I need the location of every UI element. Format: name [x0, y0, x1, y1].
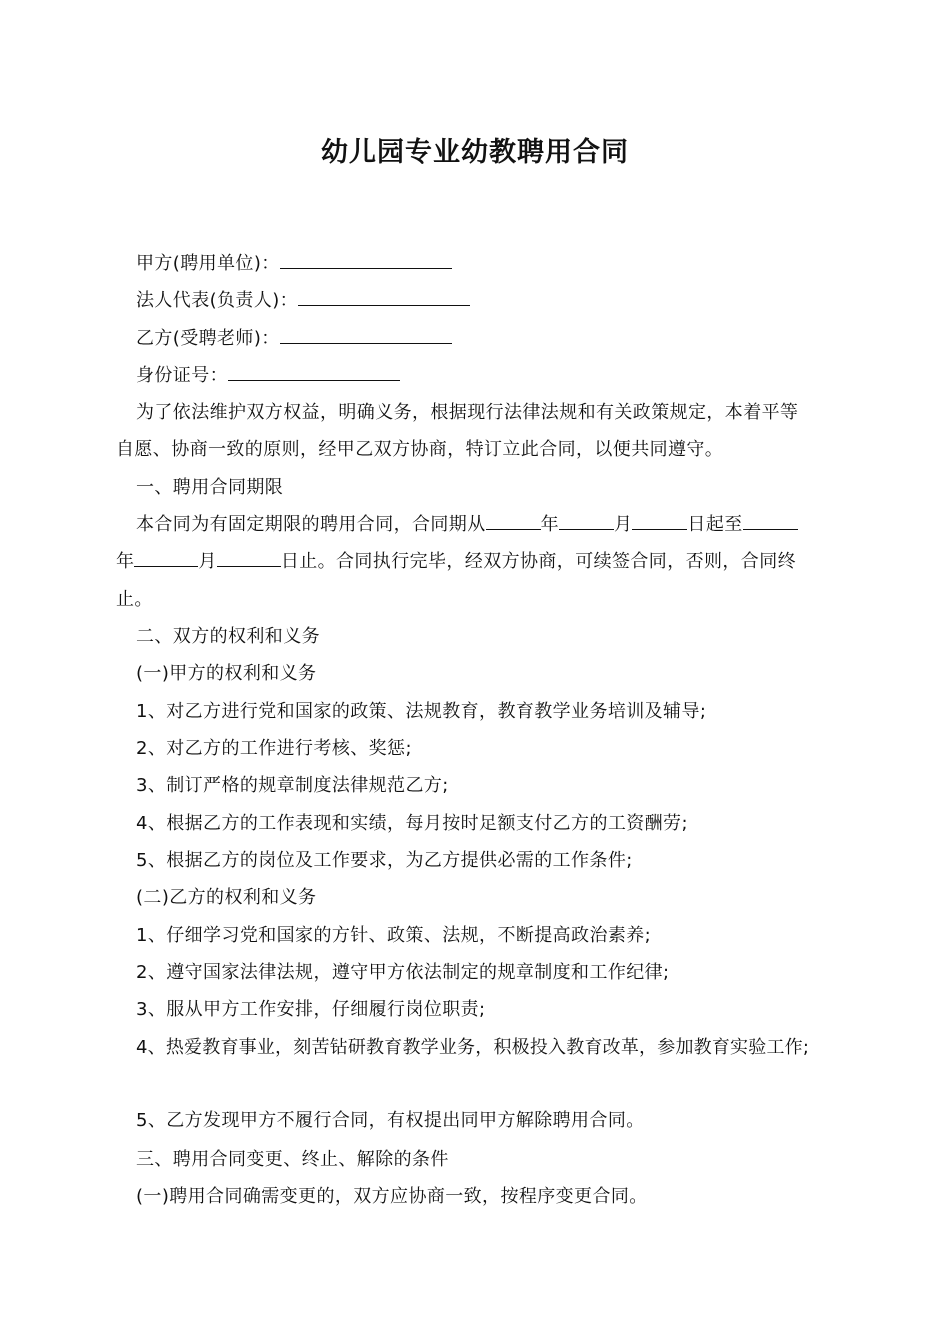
- intro-paragraph-line2: 自愿、协商一致的原则，经甲乙双方协商，特订立此合同，以便共同遵守。: [116, 439, 724, 460]
- id-field: [136, 363, 400, 389]
- party-a-rights-heading: (一)甲方的权利和义务: [136, 663, 317, 684]
- list-item: 5、根据乙方的岗位及工作要求，为乙方提供必需的工作条件;: [136, 850, 633, 871]
- party-a-label: 甲方(聘用单位)：: [136, 253, 280, 274]
- term-month-label: 月: [614, 514, 633, 535]
- list-item: 3、制订严格的规章制度法律规范乙方;: [136, 775, 449, 796]
- end-day-blank: [217, 549, 281, 567]
- section2-heading: 二、双方的权利和义务: [136, 626, 320, 647]
- list-item: 2、遵守国家法律法规，遵守甲方依法制定的规章制度和工作纪律;: [136, 962, 670, 983]
- party-a-field: [136, 251, 452, 277]
- legal-rep-blank: [298, 288, 470, 306]
- term-year-label: 年: [540, 514, 560, 535]
- section3-heading: 三、聘用合同变更、终止、解除的条件: [136, 1149, 449, 1170]
- party-b-label: 乙方(受聘老师)：: [136, 328, 280, 349]
- list-item: 3、服从甲方工作安排，仔细履行岗位职责;: [136, 999, 486, 1020]
- list-item: 4、热爱教育事业，刻苦钻研教育教学业务，积极投入教育改革，参加教育实验工作;: [136, 1037, 810, 1058]
- start-month-blank: [559, 512, 614, 530]
- end-month-blank: [134, 549, 198, 567]
- section1-heading: 一、聘用合同期限: [136, 477, 284, 498]
- term2-end-text: 日止。合同执行完毕，经双方协商，可续签合同，否则，合同终: [280, 551, 797, 572]
- party-b-blank: [280, 326, 452, 344]
- term-from-label: 日起至: [687, 514, 743, 535]
- list-item: 1、对乙方进行党和国家的政策、法规教育，教育教学业务培训及辅导;: [136, 701, 707, 722]
- party-a-blank: [280, 251, 452, 269]
- term-line1: [136, 512, 798, 538]
- id-blank: [228, 363, 400, 381]
- list-item: 4、根据乙方的工作表现和实绩，每月按时足额支付乙方的工资酬劳;: [136, 813, 688, 834]
- term-text: 本合同为有固定期限的聘用合同，合同期从: [136, 514, 486, 535]
- list-item: 1、仔细学习党和国家的方针、政策、法规，不断提高政治素养;: [136, 925, 652, 946]
- section3-sub-a: (一)聘用合同确需变更的，双方应协商一致，按程序变更合同。: [136, 1186, 648, 1207]
- term2-year-label: 年: [116, 551, 135, 572]
- party-b-rights-heading: (二)乙方的权利和义务: [136, 887, 317, 908]
- list-item: 2、对乙方的工作进行考核、奖惩;: [136, 738, 412, 759]
- term-line3: 止。: [116, 589, 153, 610]
- party-b-field: [136, 326, 452, 352]
- term2-month-label: 月: [198, 551, 217, 572]
- start-year-blank: [486, 512, 541, 530]
- legal-rep-field: [136, 288, 470, 314]
- id-label: 身份证号：: [136, 365, 228, 386]
- intro-paragraph-line1: 为了依法维护双方权益，明确义务，根据现行法律法规和有关政策规定，本着平等: [136, 402, 799, 423]
- start-day-blank: [632, 512, 687, 530]
- document-title: 幼儿园专业幼教聘用合同: [321, 137, 629, 168]
- term-line2: [116, 549, 796, 575]
- legal-rep-label: 法人代表(负责人)：: [136, 290, 299, 311]
- list-item: 5、乙方发现甲方不履行合同，有权提出同甲方解除聘用合同。: [136, 1110, 645, 1131]
- end-year-prefix-blank: [743, 512, 798, 530]
